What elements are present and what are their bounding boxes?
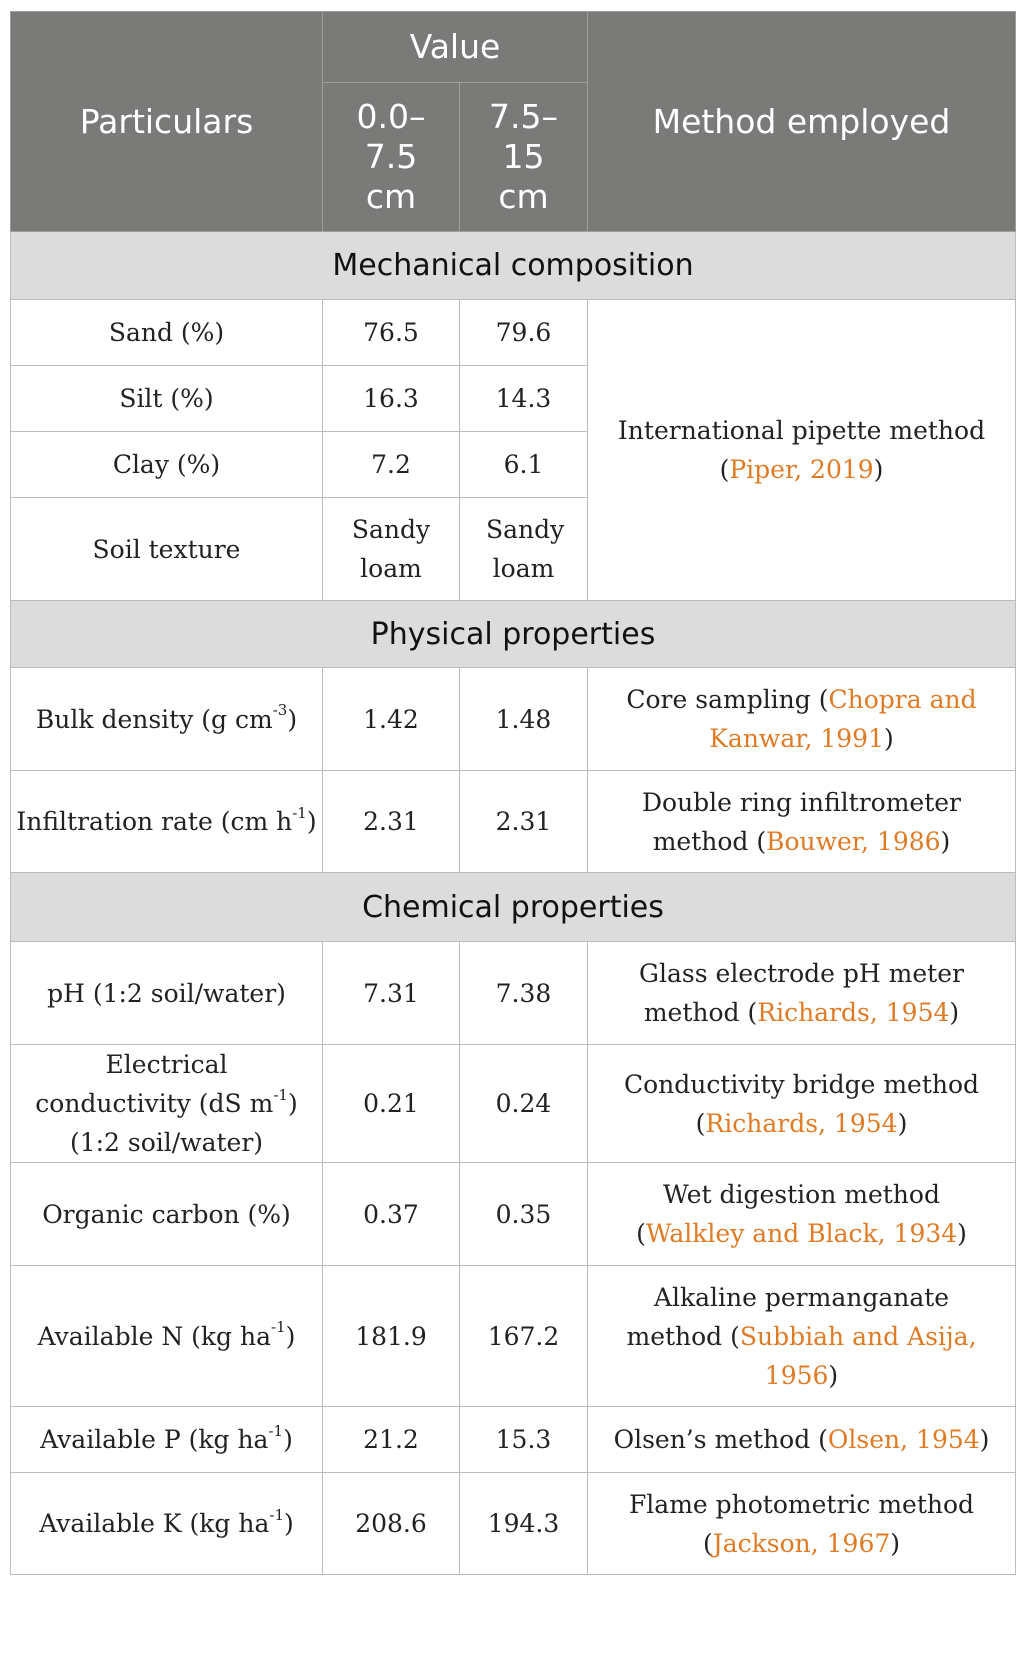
- reference-link[interactable]: Piper, 2019: [729, 455, 874, 484]
- row-value-1: 0.21: [323, 1045, 460, 1163]
- row-value-2: 6.1: [460, 432, 588, 498]
- row-value-2: Sandy loam: [460, 498, 588, 601]
- row-method: Conductivity bridge method (Richards, 1954): [588, 1045, 1016, 1163]
- soil-properties-table: [10, 11, 1016, 1575]
- reference-link[interactable]: Walkley and Black, 1934: [645, 1219, 958, 1248]
- row-value-1: 7.31: [323, 942, 460, 1045]
- table-row: [11, 1407, 1016, 1473]
- table-row: [11, 300, 1016, 366]
- row-label: Electrical conductivity (dS $m^{-1}$) (1:2 soil/water): [11, 1045, 323, 1163]
- row-method: Double ring infiltrometer method (Bouwer, 1986): [588, 771, 1016, 873]
- method-text: International pipette method: [617, 416, 986, 445]
- row-value-2: 2.31: [460, 771, 588, 873]
- section-chemical: Chemical properties: [11, 873, 1016, 942]
- row-label: Available P (kg $ha^{-1}$): [11, 1407, 323, 1473]
- row-method: Flame photometric method (Jackson, 1967): [588, 1473, 1016, 1575]
- row-label: Available K (kg $ha^{-1}$): [11, 1473, 323, 1575]
- row-value-2: 0.24: [460, 1045, 588, 1163]
- row-value-2: 15.3: [460, 1407, 588, 1473]
- header-depth-1: 0.0–7.5 cm: [323, 83, 460, 232]
- reference-link[interactable]: Olsen, 1954: [827, 1425, 980, 1454]
- table-row: [11, 1163, 1016, 1266]
- row-value-1: 16.3: [323, 366, 460, 432]
- row-label: Silt (%): [11, 366, 323, 432]
- row-label: pH (1:2 soil/water): [11, 942, 323, 1045]
- table-row: [11, 1266, 1016, 1407]
- row-value-1: 2.31: [323, 771, 460, 873]
- row-label: Sand (%): [11, 300, 323, 366]
- row-value-2: 79.6: [460, 300, 588, 366]
- section-mechanical: Mechanical composition: [11, 232, 1016, 300]
- row-value-1: 208.6: [323, 1473, 460, 1575]
- row-value-2: 167.2: [460, 1266, 588, 1407]
- row-value-1: 1.42: [323, 668, 460, 771]
- table-row: [11, 1473, 1016, 1575]
- reference-link[interactable]: Richards, 1954: [705, 1108, 898, 1138]
- table-row: [11, 668, 1016, 771]
- mechanical-method: International pipette method (Piper, 2019): [588, 300, 1016, 601]
- row-method: Alkaline permanganate method (Subbiah and Asija, 1956): [588, 1266, 1016, 1407]
- row-value-2: 1.48: [460, 668, 588, 771]
- row-value-1: 76.5: [323, 300, 460, 366]
- table-row: [11, 1045, 1016, 1163]
- section-physical: Physical properties: [11, 601, 1016, 668]
- reference-link[interactable]: Jackson, 1967: [712, 1528, 891, 1558]
- table-row: [11, 942, 1016, 1045]
- row-value-1: 7.2: [323, 432, 460, 498]
- row-value-1: Sandy loam: [323, 498, 460, 601]
- row-label: Soil texture: [11, 498, 323, 601]
- row-value-2: 0.35: [460, 1163, 588, 1266]
- table-row: [11, 771, 1016, 873]
- row-value-1: 0.37: [323, 1163, 460, 1266]
- reference-link[interactable]: Richards, 1954: [757, 998, 950, 1027]
- row-label: Infiltration rate (cm $h^{-1}$): [11, 771, 323, 873]
- row-label: Available N (kg $ha^{-1}$): [11, 1266, 323, 1407]
- row-label: Bulk density (g $cm^{-3}$): [11, 668, 323, 771]
- reference-link[interactable]: Subbiah and Asija, 1956: [739, 1321, 977, 1390]
- row-label: Organic carbon (%): [11, 1163, 323, 1266]
- row-label: Clay (%): [11, 432, 323, 498]
- row-method: Olsen’s method (Olsen, 1954): [588, 1407, 1016, 1473]
- row-value-1: 21.2: [323, 1407, 460, 1473]
- header-value: Value: [323, 12, 588, 83]
- reference-link[interactable]: Chopra and Kanwar, 1991: [709, 685, 977, 753]
- header-depth-2: 7.5–15 cm: [460, 83, 588, 232]
- row-method: Glass electrode pH meter method (Richards, 1954): [588, 942, 1016, 1045]
- row-value-2: 194.3: [460, 1473, 588, 1575]
- row-value-2: 14.3: [460, 366, 588, 432]
- reference-link[interactable]: Bouwer, 1986: [766, 826, 941, 856]
- header-method: Method employed: [588, 12, 1016, 232]
- row-value-2: 7.38: [460, 942, 588, 1045]
- row-method: Core sampling (Chopra and Kanwar, 1991): [588, 668, 1016, 771]
- row-method: Wet digestion method (Walkley and Black, 1934): [588, 1163, 1016, 1266]
- row-value-1: 181.9: [323, 1266, 460, 1407]
- header-particulars: Particulars: [11, 12, 323, 232]
